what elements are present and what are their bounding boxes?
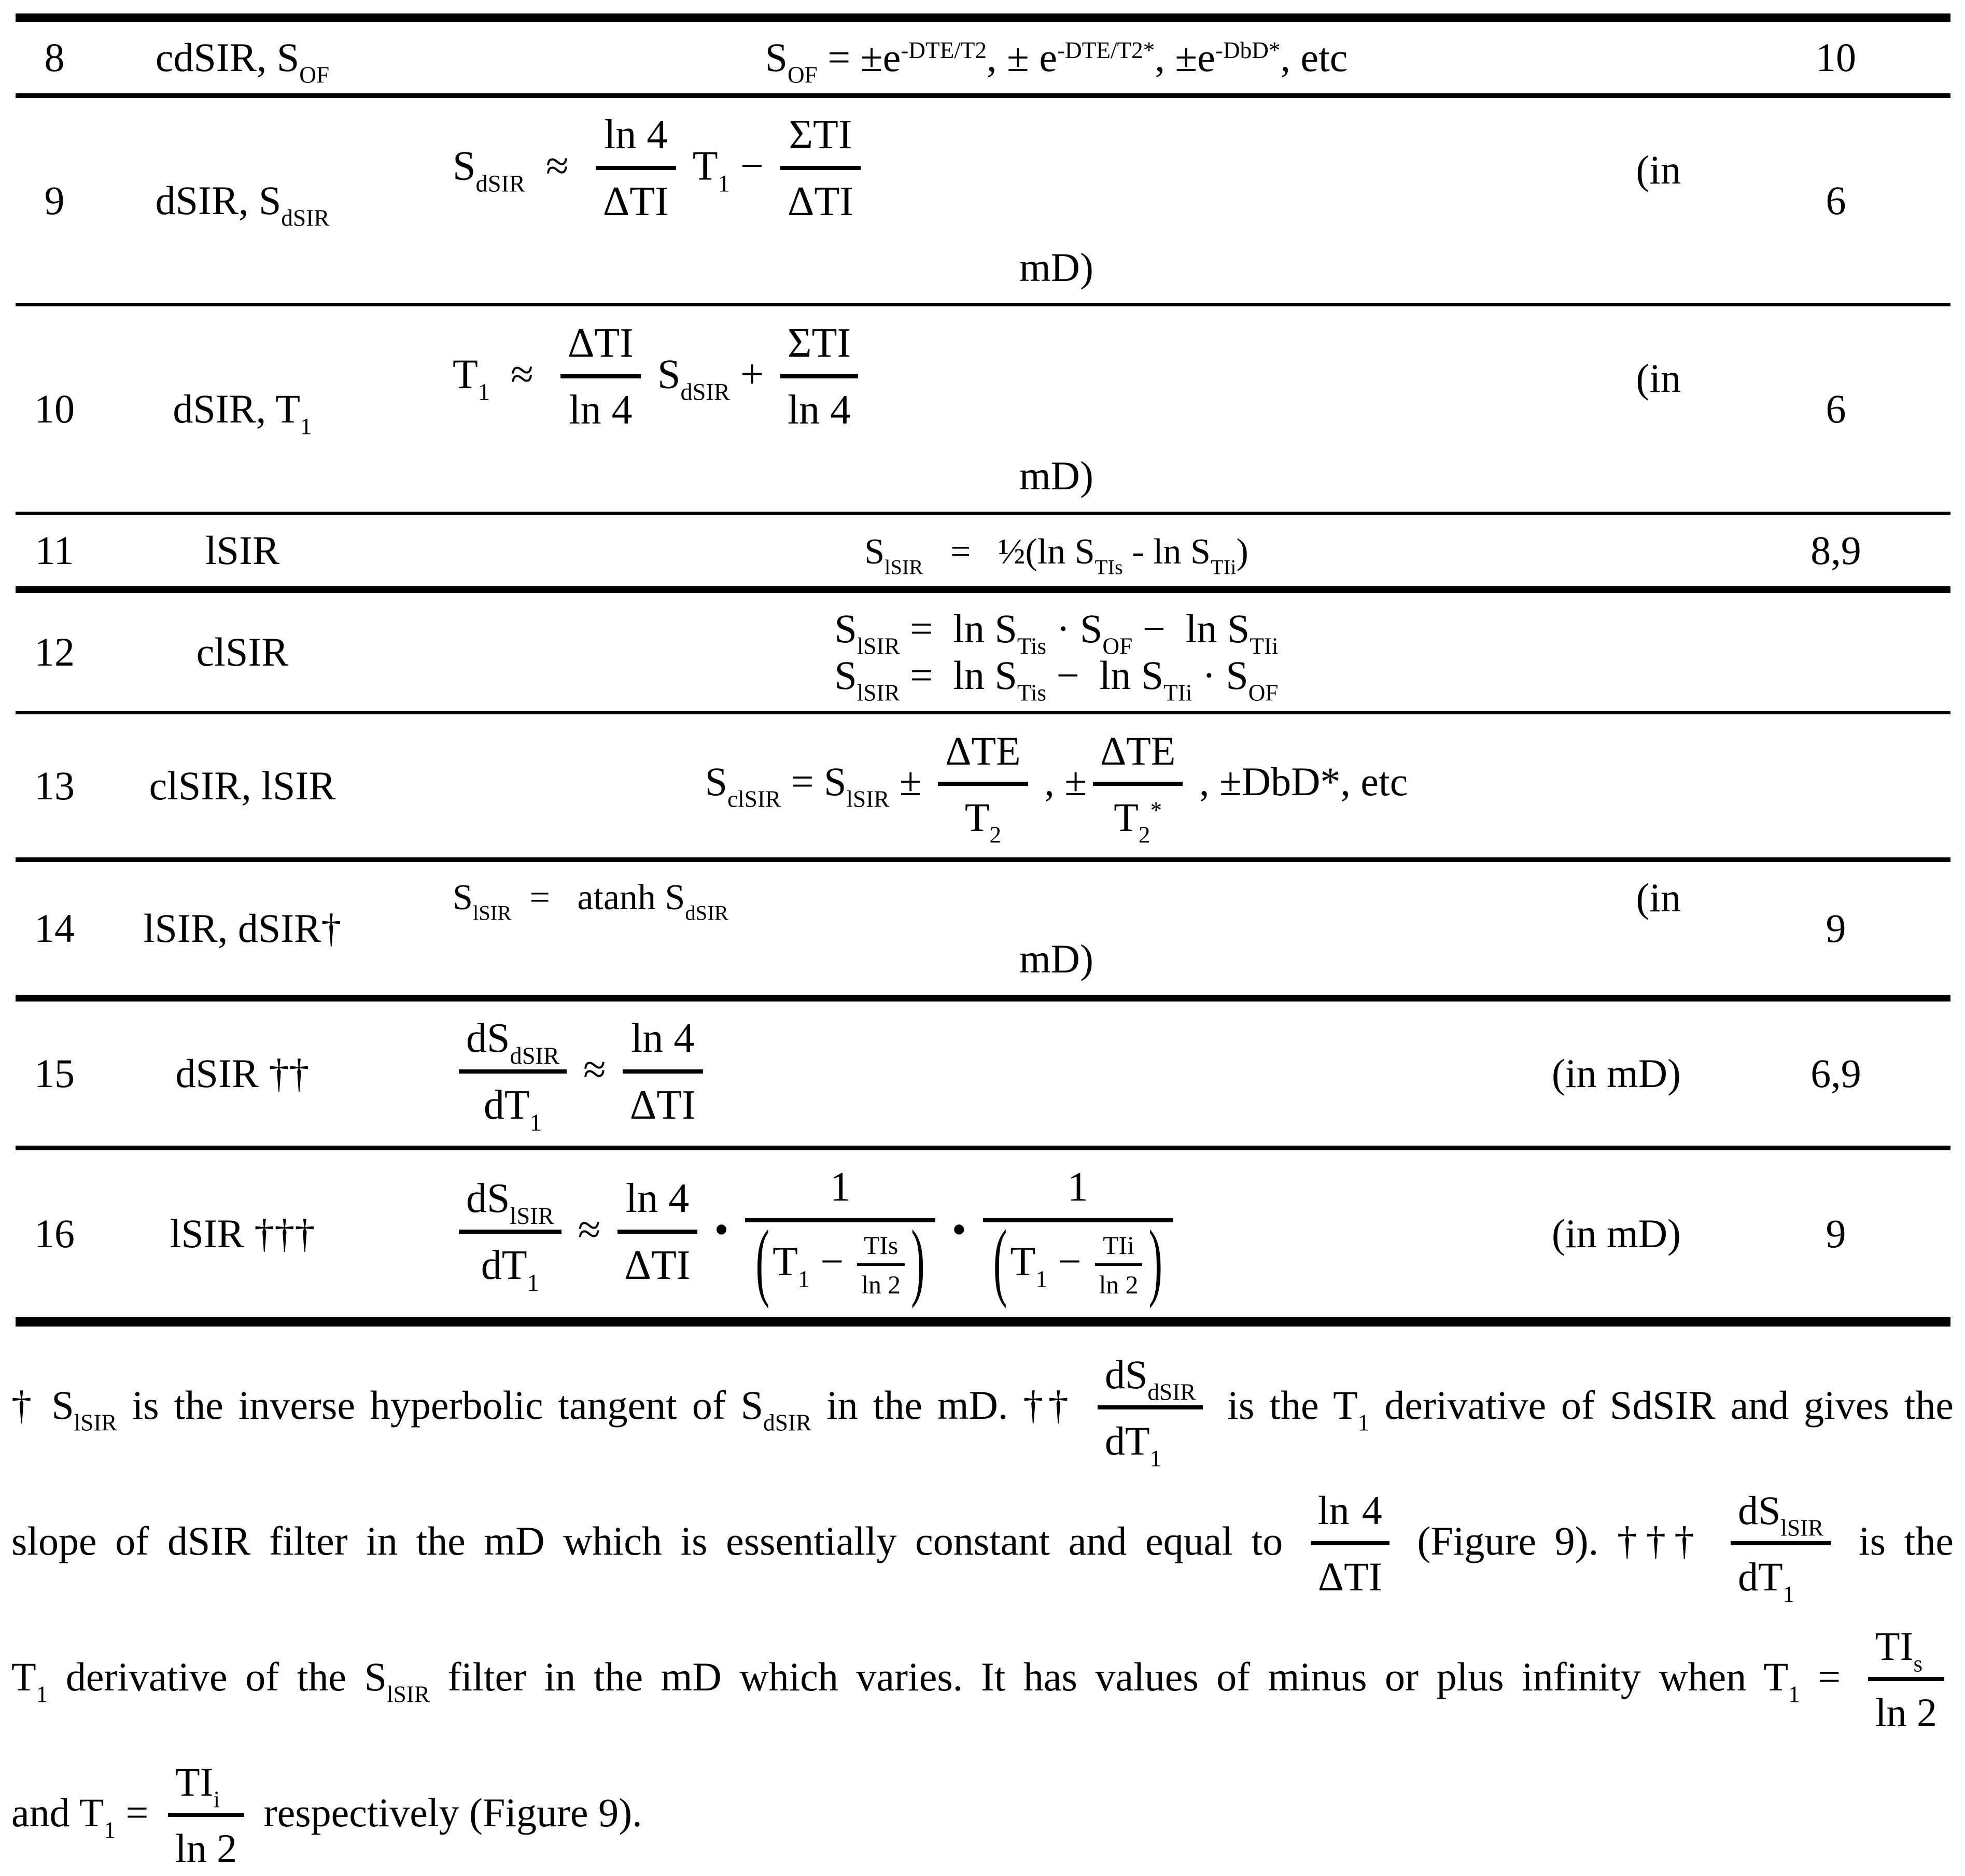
unit-label-wrapped: mD) — [1019, 453, 1093, 498]
filter-names: dSIR, $T_1$ — [173, 386, 312, 440]
fraction: $\frac{\ln 4}{\text{ΔTI}}$ — [596, 110, 676, 230]
equation: $S_{clSIR} = S_{lSIR}$ ± $\frac{\text{ΔTE}}{T_2}$ , ± $\frac{\text{ΔTE}}{T_2^*}$ , ±DbD*, etc — [705, 727, 1408, 845]
equation: $S_{lSIR}$ = ½(ln $S_{TIs}$ - $\ln S_{TIi}$) — [864, 531, 1248, 579]
big-right-paren: ) — [1148, 1213, 1163, 1309]
fraction: 1 ($T_1$ − $\frac{\text{TIs}}{\ln 2}$ ) — [745, 1163, 935, 1305]
reference-numbers: 6,9 — [1810, 1051, 1861, 1096]
fraction: $\frac{dS_{lSIR}}{dT_1}$ — [1731, 1486, 1831, 1604]
fraction: $\frac{dS_{dSIR}}{dT_1}$ — [459, 1014, 567, 1133]
filter-names: clSIR — [196, 629, 289, 674]
reference-numbers: 9 — [1826, 1211, 1846, 1256]
row-number: 16 — [34, 1211, 75, 1256]
reference-numbers: 6 — [1826, 386, 1846, 431]
row-number: 11 — [35, 528, 74, 573]
fraction: $\frac{TI_s}{\ln 2}$ — [1868, 1622, 1944, 1740]
table-row — [16, 713, 1950, 860]
reference-numbers: 6 — [1826, 178, 1846, 223]
table-row — [16, 513, 1950, 590]
filter-names: lSIR, dSIR† — [143, 906, 342, 951]
signal-equations-table — [16, 13, 1950, 1327]
fraction: $\frac{TI_i}{\ln 2}$ — [168, 1758, 244, 1876]
formula-line — [396, 1014, 1717, 1137]
table-row — [16, 860, 1950, 998]
fraction: $\frac{\text{ΔTI}}{\ln 4}$ — [560, 319, 641, 438]
reference-numbers — [1721, 590, 1950, 713]
fraction: $\frac{\ln 4}{\text{ΔTI}}$ — [617, 1174, 698, 1293]
big-right-paren: ) — [911, 1213, 925, 1309]
table-row — [16, 590, 1950, 713]
fraction: $\frac{\text{ΣTI}}{\ln 4}$ — [780, 319, 858, 438]
formula-cell — [391, 18, 1721, 96]
table-row — [16, 18, 1950, 96]
formula-line — [396, 319, 1717, 438]
equation: $T_1$ ≈ $\frac{\text{ΔTI}}{\ln 4}$ $S_{dSIR}$ + $\frac{\text{ΣTI}}{\ln 4}$ — [453, 319, 864, 438]
table-row — [16, 96, 1950, 305]
equation: $S_{OF} = \pm e^{-DTE/T2}$, ± $e^{-DTE/T2*}$, $\pm e^{-DbD*}$, etc — [765, 35, 1348, 88]
filter-names: dSIR, $S_{dSIR}$ — [155, 178, 330, 231]
equation: $S_{lSIR} = \ln S_{Tis} \cdot S_{OF} - \ln S_{TIi}$ $S_{lSIR} = \ln S_{Tis} - \ln S_{TIi} \cdot S_{OF}$ — [834, 606, 1279, 706]
unit-label-wrapped: mD) — [1019, 936, 1093, 981]
row-number: 9 — [44, 178, 65, 223]
footnotes — [11, 1350, 1954, 1876]
reference-numbers: 10 — [1816, 35, 1856, 80]
row-number: 13 — [34, 763, 75, 808]
big-left-paren: ( — [755, 1213, 770, 1309]
unit-label: (in — [1636, 356, 1681, 401]
table-row — [16, 1148, 1950, 1322]
footnote-line: and $T_1$ = $\frac{TI_i}{\ln 2}$ respectively (Figure 9). — [11, 1758, 1954, 1876]
formula-cell — [391, 305, 1721, 513]
formula-cell — [391, 713, 1721, 860]
table-body — [16, 18, 1950, 1322]
equation: $\frac{dS_{lSIR}}{dT_1}$ ≈ $\frac{\ln 4}{\text{ΔTI}}$ • 1 ($T_1$ − $\frac{\text{TIs}}{\ln 2}$ ) • 1 ($T_1$ − $\frac{\text{TIi}}{\ln 2}$ ) — [453, 1163, 1179, 1305]
row-number: 14 — [34, 906, 75, 951]
unit-label: (in mD) — [1551, 1051, 1681, 1096]
fraction: $\frac{\text{ΣTI}}{\text{ΔTI}}$ — [780, 110, 861, 230]
filter-names: cdSIR, $S_{OF}$ — [155, 35, 330, 88]
unit-label: (in mD) — [1551, 1211, 1681, 1256]
row-number: 15 — [34, 1051, 75, 1096]
formula-cell — [391, 860, 1721, 998]
footnote-line: slope of dSIR filter in the mD which is essentially constant and equal to $\frac{\ln 4}{\text{ΔTI}}$ (Figure 9). ††† $\frac{dS_{lSIR}}{dT_1}$ is the — [11, 1486, 1954, 1604]
equation: $S_{lSIR} = atanh$ $S_{dSIR}$ — [453, 878, 728, 925]
formula-cell — [391, 513, 1721, 590]
formula-line — [396, 110, 1717, 230]
fraction: $\frac{dS_{dSIR}}{dT_1}$ — [1098, 1350, 1203, 1469]
equation: $S_{dSIR}$ ≈ $\frac{\ln 4}{\text{ΔTI}}$ $T_1$ − $\frac{\text{ΣTI}}{\text{ΔTI}}$ — [453, 110, 867, 230]
filter-names: dSIR †† — [175, 1051, 310, 1096]
reference-numbers: 9 — [1826, 906, 1846, 951]
reference-numbers — [1721, 713, 1950, 860]
fraction: $\frac{\text{TIs}}{\ln 2}$ — [857, 1231, 905, 1301]
unit-label-wrapped: mD) — [1019, 245, 1093, 290]
filter-names: lSIR ††† — [170, 1211, 315, 1256]
big-left-paren: ( — [993, 1213, 1007, 1309]
fraction: $\frac{\text{ΔTE}}{T_2^*}$ — [1093, 727, 1183, 845]
equation: $\frac{dS_{dSIR}}{dT_1}$ ≈ $\frac{\ln 4}{\text{ΔTI}}$ — [453, 1014, 709, 1133]
fraction: $\frac{dS_{lSIR}}{dT_1}$ — [459, 1174, 562, 1293]
table-row — [16, 305, 1950, 513]
fraction: $\frac{\text{TIi}}{\ln 2}$ — [1095, 1231, 1143, 1301]
fraction: 1 ($T_1$ − $\frac{\text{TIi}}{\ln 2}$ ) — [983, 1163, 1173, 1305]
fraction: $\frac{\ln 4}{\text{ΔTI}}$ — [623, 1014, 703, 1133]
filter-names: lSIR — [205, 528, 280, 573]
table-row — [16, 998, 1950, 1148]
unit-label: (in — [1636, 147, 1681, 192]
fraction: $\frac{\text{ΔTE}}{T_2}$ — [938, 727, 1028, 845]
formula-cell — [391, 590, 1721, 713]
unit-label: (in — [1636, 875, 1681, 920]
formula-cell — [391, 96, 1721, 305]
formula-line — [396, 874, 1717, 925]
row-number: 12 — [34, 629, 75, 674]
footnote-line: † $S_{lSIR}$ is the inverse hyperbolic tangent of $S_{dSIR}$ in the mD. †† $\frac{dS_{dSIR}}{dT_1}$ is the $T_1$ derivative of SdSIR and gives the — [11, 1350, 1954, 1469]
footnote-line: $T_1$ derivative of the $S_{lSIR}$ filter in the mD which varies. It has values of minus or plus infinity when $T_1$ = $\frac{TI_s}{\ln 2}$ — [11, 1622, 1954, 1740]
formula-cell — [391, 998, 1721, 1148]
formula-line — [396, 1163, 1717, 1309]
row-number: 8 — [44, 35, 65, 80]
page — [0, 13, 1965, 1871]
reference-numbers: 8,9 — [1810, 528, 1861, 573]
fraction: $\frac{\ln 4}{\text{ΔTI}}$ — [1311, 1486, 1389, 1604]
formula-cell — [391, 1148, 1721, 1322]
filter-names: clSIR, lSIR — [149, 763, 336, 808]
row-number: 10 — [34, 386, 75, 431]
